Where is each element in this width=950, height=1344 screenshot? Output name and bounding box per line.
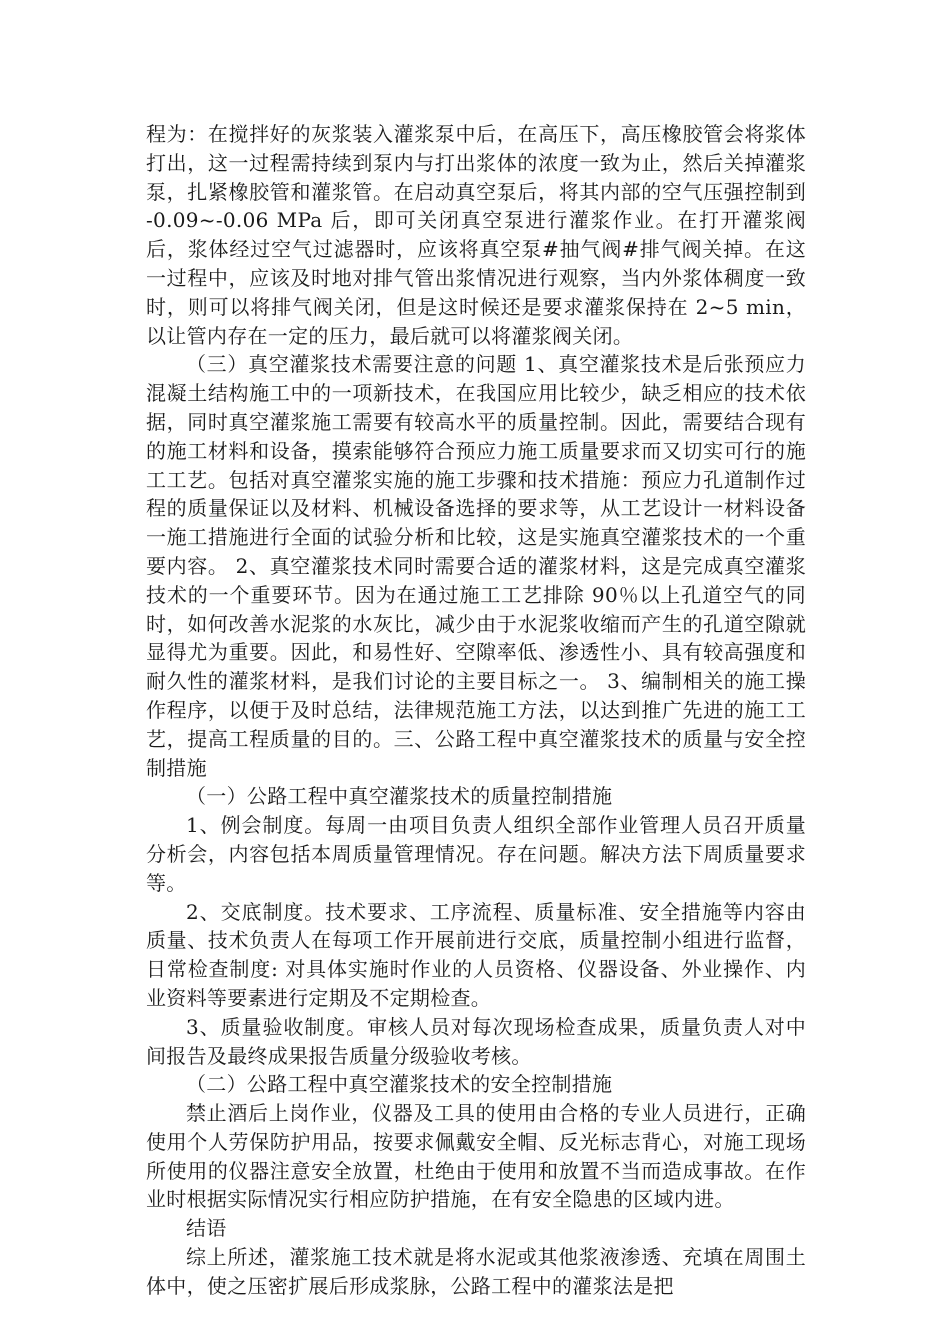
paragraph-vacuum-grouting-issues: （三）真空灌浆技术需要注意的问题 1、真空灌浆技术是后张预应力混凝土结构施工中的一项新技术，在我国应用比较少，缺乏相应的技术依据，同时真空灌浆施工需要有较高水平的质量控制。因此，需要结合现有的施工材料和设备，摸索能够符合预应力施工质量要求而又切实可行的施工工艺。包括对真空灌浆实施的施工步骤和技术措施：预应力孔道制作过程的质量保证以及材料、机械设备选择的要求等，从工艺设计一材料设备一施工措施进行全面的试验分析和比较，这是实施真空灌浆技术的一个重要内容。 2、真空灌浆技术同时需要合适的灌浆材料，这是完成真空灌浆技术的一个重要环节。因为在通过施工工艺排除 90％以上孔道空气的同时，如何改善水泥浆的水灰比，减少由于水泥浆收缩而产生的孔道空隙就显得尤为重要。因此，和易性好、空隙率低、渗透性小、具有较高强度和耐久性的灌浆材料，是我们讨论的主要目标之一。 3、编制相关的施工操作程序，以便于及时总结，法律规范施工方法，以达到推广先进的施工工艺，提高工程质量的目的。三、公路工程中真空灌浆技术的质量与安全控制措施 <box>146 352 806 780</box>
section-heading-conclusion: 结语 <box>186 1216 227 1241</box>
paragraph-safety-measures: 禁止酒后上岗作业，仪器及工具的使用由合格的专业人员进行，正确使用个人劳保防护用品，按要求佩戴安全帽、反光标志背心，对施工现场所使用的仪器注意安全放置，杜绝由于使用和放置不当而造成事故。在作业时根据实际情况实行相应防护措施，在有安全隐患的区域内进。 <box>146 1101 806 1212</box>
paragraph-briefing-system: 2、交底制度。技术要求、工序流程、质量标准、安全措施等内容由质量、技术负责人在每项工作开展前进行交底，质量控制小组进行监督，日常检查制度: 对具体实施时作业的人员资格、仪器设备、外业操作、内业资料等要素进行定期及不定期检查。 <box>146 899 806 1010</box>
paragraph-conclusion: 综上所述，灌浆施工技术就是将水泥或其他浆液渗透、充填在周围土体中，使之压密扩展后形成浆脉，公路工程中的灌浆法是把 <box>146 1245 806 1298</box>
paragraph-acceptance-system: 3、质量验收制度。审核人员对每次现场检查成果，质量负责人对中间报告及最终成果报告质量分级验收考核。 <box>146 1014 806 1068</box>
paragraph-process-continued: 程为：在搅拌好的灰浆装入灌浆泵中后，在高压下，高压橡胶管会将浆体打出，这一过程需持续到泵内与打出浆体的浓度一致为止，然后关掉灌浆泵，扎紧橡胶管和灌浆管。在启动真空泵后，将其内部的空气压强控制到 -0.09~-0.06 MPa 后，即可关闭真空泵进行灌浆作业。在打开灌浆阀后，浆体经过空气过滤器时，应该将真空泵#抽气阀#排气阀关掉。在这一过程中，应该及时地对排气管出浆情况进行观察，当内外浆体稠度一致时，则可以将排气阀关闭，但是这时候还是要求灌浆保持在 2~5 min，以让管内存在一定的压力，最后就可以将灌浆阀关闭。 <box>146 122 806 348</box>
document-body <box>146 120 806 1301</box>
section-heading-safety-control: （二）公路工程中真空灌浆技术的安全控制措施 <box>186 1072 613 1097</box>
section-heading-quality-control: （一）公路工程中真空灌浆技术的质量控制措施 <box>186 784 613 809</box>
paragraph-meeting-system: 1、例会制度。每周一由项目负责人组织全部作业管理人员召开质量分析会，内容包括本周质量管理情况。存在问题。解决方法下周质量要求等。 <box>146 813 806 895</box>
